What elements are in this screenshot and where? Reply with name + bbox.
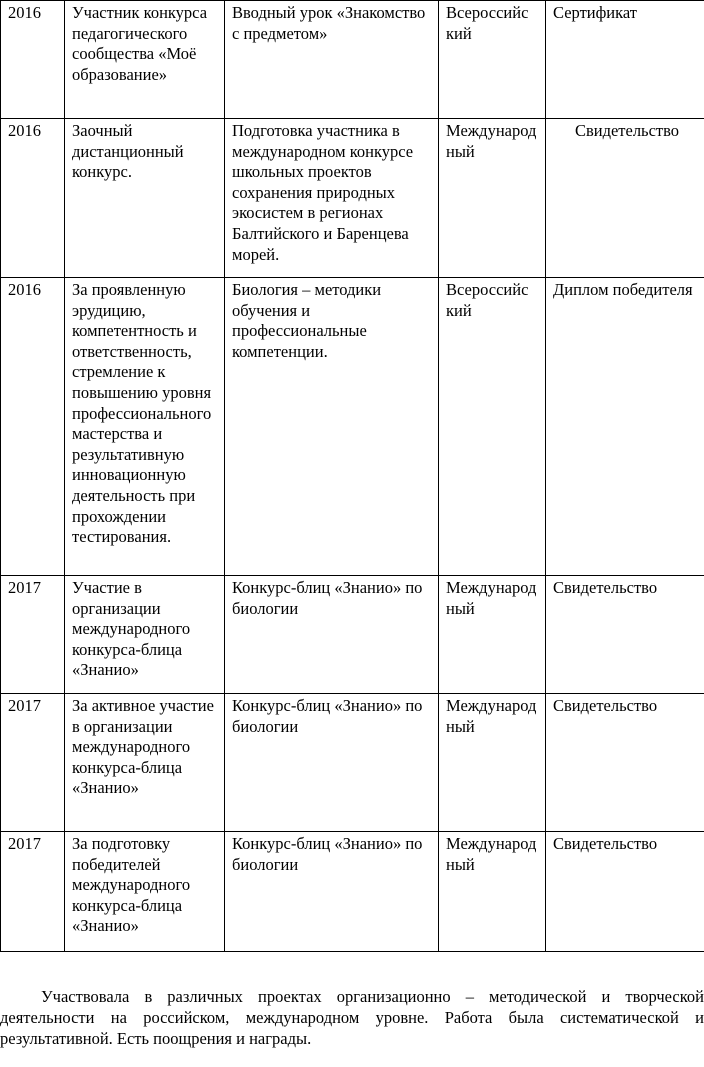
table-row	[1, 576, 704, 694]
title-cell: За активное участие в организации международного конкурса-блица «Знанио»	[65, 694, 225, 832]
event-cell: Биология – методики обучения и профессиональные компетенции.	[225, 278, 439, 576]
level-line: Международ	[446, 696, 537, 715]
document-cell: Диплом победителя	[546, 278, 704, 576]
title-cell: За проявленную эрудицию, компетентность и ответственность, стремление к повышению уровня профессионального мастерства и результативную инновационную деятельность при прохождении тестирования.	[65, 278, 225, 576]
level-line: ный	[446, 716, 475, 736]
event-cell: Подготовка участника в международном конкурсе школьных проектов сохранения природных экосистем в регионах Балтийского и Баренцева морей.	[225, 119, 439, 278]
level-line: Международ	[446, 578, 537, 597]
level-line: ный	[446, 141, 475, 161]
year-cell: 2017	[1, 576, 65, 694]
level-line: кий	[446, 300, 472, 320]
year-cell: 2017	[1, 694, 65, 832]
table-row	[1, 1, 704, 119]
summary-paragraph: Участвовала в различных проектах организационно – методической и творческой деятельности на российском, международном уровне. Работа была систематической и результативной. Есть поощрения и награды.	[0, 987, 704, 1048]
document-cell: Свидетельство	[546, 832, 704, 952]
level-cell	[439, 119, 546, 278]
level-cell	[439, 278, 546, 576]
level-cell	[439, 694, 546, 832]
level-line: Международ	[446, 834, 537, 853]
level-cell	[439, 576, 546, 694]
level-line: ный	[446, 854, 475, 874]
table-row	[1, 119, 704, 278]
document-cell: Свидетельство	[546, 119, 704, 278]
table-row	[1, 278, 704, 576]
year-cell: 2016	[1, 1, 65, 119]
level-line: ный	[446, 598, 475, 618]
document-cell: Сертификат	[546, 1, 704, 119]
document-cell: Свидетельство	[546, 694, 704, 832]
title-cell: Участник конкурса педагогического сообщества «Моё образование»	[65, 1, 225, 119]
awards-table-body	[1, 1, 704, 952]
title-cell: За подготовку победителей международного конкурса-блица «Знанио»	[65, 832, 225, 952]
level-line: кий	[446, 23, 472, 43]
table-row	[1, 694, 704, 832]
year-cell: 2016	[1, 278, 65, 576]
event-cell: Конкурс-блиц «Знанио» по биологии	[225, 832, 439, 952]
level-line: Всероссийс	[446, 280, 529, 299]
title-cell: Участие в организации международного конкурса-блица «Знанио»	[65, 576, 225, 694]
table-row	[1, 832, 704, 952]
level-line: Международ	[446, 121, 537, 140]
event-cell: Конкурс-блиц «Знанио» по биологии	[225, 694, 439, 832]
event-cell: Вводный урок «Знакомство с предметом»	[225, 1, 439, 119]
level-line: Всероссийс	[446, 3, 529, 22]
level-cell	[439, 832, 546, 952]
document-cell: Свидетельство	[546, 576, 704, 694]
year-cell: 2016	[1, 119, 65, 278]
event-cell: Конкурс-блиц «Знанио» по биологии	[225, 576, 439, 694]
title-cell: Заочный дистанционный конкурс.	[65, 119, 225, 278]
level-cell	[439, 1, 546, 119]
year-cell: 2017	[1, 832, 65, 952]
